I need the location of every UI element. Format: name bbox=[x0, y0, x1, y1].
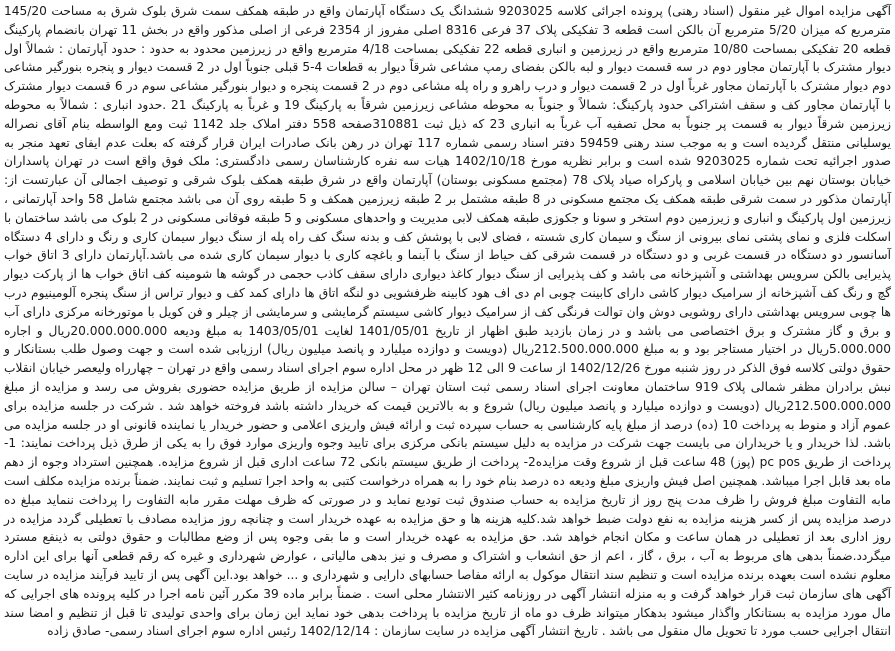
auction-notice-text: آگهی مزایده اموال غیر منقول (اسناد رهنی) پرونده اجرائی کلاسه 9203025 ششدانگ یک دستگاه آپارتمان واقع در طبقه همکف سمت شرق بلوک شرق به مساحت 145/20 مترمربع که میزان 5/20 مترمربع آن بالکن است قطعه 3 تفکیکی پلاک 37 فرعی 8316 اصلی مفروز از 2354 فرعی از اصلی مذکور واقع در بخش 11 تهران بانضمام پارکینگ قطعه 20 تفکیکی بمساحت 10/80 مترمربع واقع در زیرزمین و انباری قطعه 22 تفکیکی بمساحت 4/18 مترمربع واقع در زیرزمین محدود به حدود : حدود آپارتمان : شمالاً اول دیوار مشترک با آپارتمان مجاور دوم در سه قسمت دیوار و لبه بالکن بفضای رمپ مشاعی شرقاً دیوار به قطعات 4-5 قبلی جنوباً اول در 2 قسمت دیوار و پنجره بنورگیر مشاعی دوم دیوار مشترک با آپارتمان مجاور غرباً اول در 2 قسمت دیوار و درب راهرو و راه پله مشاعی دوم در 2 قسمت پنجره و دیوار بنورگیر مشاعی سوم در 6 قسمت دیوار مشترک با آپارتمان مجاور کف و سقف اشتراکی حدود پارکینگ: شمالاً و جنوباً به محوطه مشاعی زیرزمین شرقاً به پارکینگ 19 و غرباً به پارکینگ 21 .حدود انباری : شمالاً به محوطه زیرزمین شرقاً دیوار به قسمت پر جنوباً به محل تصفیه آب غرباً به انباری 23 که ذیل ثبت 310881صفحه 558 دفتر املاک جلد 1142 ثبت ومع الواسطه بنام آقای نصراله یوسلیانی منتقل گردیده است و به موجب سند رهنی 59459 دفتر اسناد رسمی شماره 117 تهران در رهن بانک صادرات ایران قرار گرفته که بعلت عدم ایفای تعهد منجر به صدور اجرائیه تحت شماره 9203025 شده است و برابر نظریه مورخ 1402/10/18 هیات سه نفره کارشناسان رسمی دادگستری: ملک فوق واقع است در تهران پاسداران خیابان بوستان نهم بین خیابان اسلامی و پارکراه صیاد پلاک 78 (مجتمع مسکونی بوستان) آپارتمان واقع در شرق طبقه همکف بلوک شرقی و توصیف اجمالی آن عبارتست از: آپارتمان مذکور در سمت شرقی طبقه همکف یک مجتمع مسکونی در 8 طبقه مشتمل بر 2 طبقه زیرزمین همکف و 5 طبقه روی آن می باشد مجتمع شامل 58 واحد آپارتمانی ، زیرزمین اول پارکینگ و انباری و زیرزمین دوم استخر و سونا و جکوزی طبقه همکف لابی مدیریت و واحدهای مسکونی و 5 طبقه فوقانی مسکونی در 2 بلوک می باشد ساختمان با اسکلت فلزی و نمای پشتی نمای بیرونی از سنگ و سیمان کاری شسته ، فضای لابی با پوشش کف و بدنه سنگ کف راه پله از سنگ دیوار سیمان کاری و رنگ و دارای 4 دستگاه آسانسور دو دستگاه در قسمت غربی و دو دستگاه در قسمت شرقی کف حیاط از سنگ با آبنما و باغچه کاری با دیوار سیمان کاری شده می باشد.آپارتمان دارای 3 اتاق خواب پذیرایی بالکن سرویس بهداشتی و آشپزخانه می باشد و کف پذیرایی از سنگ دیوار کاغذ دیواری دارای سقف کاذب حجمی در گوشه ها شومینه کف اتاق خواب ها از پارکت دیوار گچ و رنگ کف آشپزخانه از سرامیک دیوار کاشی دارای کابینت چوبی ام دی اف هود کابینه ظرفشویی دو لنگه اتاق ها دارای کمد کف و دیوار تراس از سنگ پنجره آلومینیوم درب ها چوبی سرویس بهداشتی دارای روشویی دوش وان توالت فرنگی کف از سرامیک دیوار کاشی سیستم گرمایشی و سرمایشی از چیلر و فن کویل با موتورخانه مرکزی دارای آب و برق و گاز مشترک و برق اختصاصی می باشد و در زمان بازدید طبق اظهار از تاریخ 1401/05/01 لغایت 1403/05/01 به مبلغ ودیعه 20.000.000.000ریال و اجاره 5.000.000ریال در اختیار مستاجر بود و به مبلغ 212.500.000.000ریال (دویست و دوازده میلیارد و پانصد میلیون ریال) ارزیابی شده است و جهت وصول طلب بستانکار و حقوق دولتی کلاسه فوق الذکر در روز شنبه مورخ 1402/12/26 از ساعت 9 الی 12 ظهر در محل اداره سوم اجرای اسناد رسمی واقع در تهران – چهارراه ولیعصر خیابان انقلاب نبش برادران مظفر شمالی پلاک 919 ساختمان معاونت اجرای اسناد رسمی ثبت استان تهران – سالن مزایده از طریق مزایده حضوری بفروش می رسد و مزایده از مبلغ 212.500.000.000ریال (دویست و دوازده میلیارد و پانصد میلیون ریال) شروع و به بالاترین قیمت که خریدار داشته باشد فروخته خواهد شد . شرکت در جلسه مزایده برای عموم آزاد و منوط به پرداخت 10 (ده) درصد از مبلغ پایه کارشناسی به حساب سپرده ثبت و ارائه فیش واریزی اعلامی و حضور خریدار یا نماینده قانونی او در جلسه مزایده می باشد. لذا خریدار و یا خریداران می بایست جهت شرکت در مزایده به دلیل سیستم بانکی مرکزی برای تایید وجوه واریزی موارد فوق را به یکی از طرق ذیل پرداخت نمایند: 1- پرداخت از طریق pc pos (پوز) 48 ساعت قبل از شروع وقت مزایده2- پرداخت از طریق سیستم بانکی 72 ساعت اداری قبل از شروع مزایده. همچنین استرداد وجوه از دهم ماه بعد قابل اجرا میباشد. همچنین اصل فیش واریزی مبلغ ودیعه ده درصد بنام خود را به همراه درخواست کتبی به واحد اجرا تسلیم و ثبت نمایند. ضمناً برنده مزایده مکلف است مابه التفاوت مبلغ فروش را ظرف مدت پنج روز از تاریخ مزایده به حساب صندوق ثبت تودیع نماید و در صورتی که ظرف مهلت مقرر مابه التفاوت را پرداخت ننماید مبلغ ده درصد مزایده پس از کسر هزینه مزایده به نفع دولت ضبط خواهد شد.کلیه هزینه ها و حق مزایده به عهده خریدار است و چنانچه روز مزایده مصادف با تعطیلی گردد مزایده در روز اداری بعد از تعطیلی در همان ساعت و مکان انجام خواهد شد. حق مزایده به عهده خریدار است و ما بقی وجوه پس از وضع مطالبات و حقوق دولتی به ذینفع مسترد میگردد.ضمناً بدهی های مربوط به آب ، برق ، گاز ، اعم از حق انشعاب و اشتراک و مصرف و نیز بدهی مالیاتی ، عوارض شهرداری و غیره که رقم قطعی آنها برای این اداره معلوم نشده است بعهده برنده مزایده است و تنظیم سند انتقال موکول به ارائه مفاصا حسابهای دارایی و شهرداری و ... خواهد بود.این آگهی پس از تایید فرآیند مزایده در سایت آگهی های سازمان ثبت قرار خواهد گرفت و به منزله انتشار آگهی در روزنامه کثیر الانتشار محلی است . ضمناً برابر ماده 39 مکرر آئین نامه اجرا در کلیه پرونده های اجرایی که مال مورد مزایده به بستانکار واگذار میشود بدهکار میتواند ظرف دو ماه از تاریخ مزایده با پرداخت بدهی خود نماید این زمان برای واحدی تولیدی تا قبل از تنظیم و امضا سند انتقال اجرایی حسب مورد تا تحویل مال منقول می باشد . تاریخ انتشار آگهی مزایده در سایت سازمان : 1402/12/14 رئیس اداره سوم اجرای اسناد رسمی- صادق زاده bbox=[3, 4, 892, 639]
